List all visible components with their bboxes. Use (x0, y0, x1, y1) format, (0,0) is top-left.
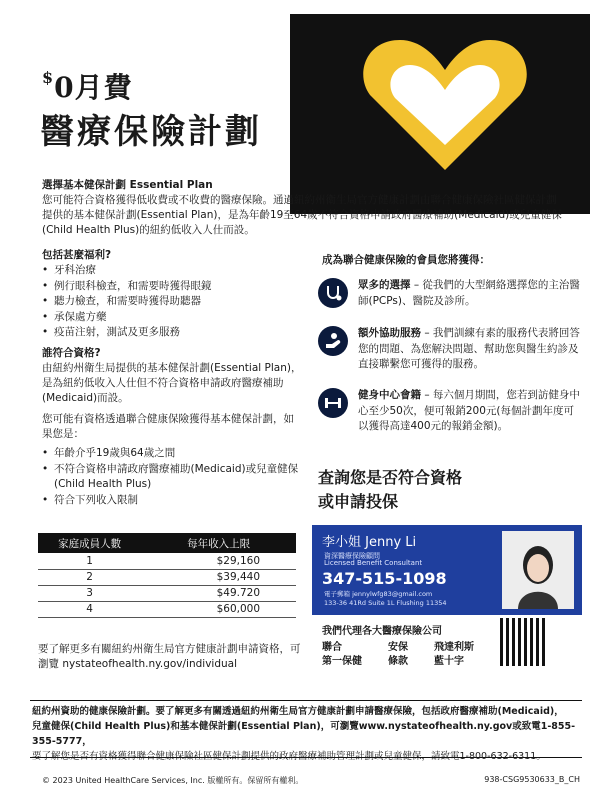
list-item: • 聽力檢查，和需要時獲得助聽器 (42, 294, 292, 310)
agent-email[interactable]: 電子郵箱 jennylwfg83@gmail.com (324, 590, 433, 598)
income-limit-table (38, 533, 296, 618)
eligibility-intro: 您可能有資格透過聯合健康保險獲得基本健保計劃，如果您是： (42, 413, 294, 440)
agent-name: 李小姐 Jenny Li (322, 535, 417, 550)
company-item: 聯合 (322, 642, 342, 653)
table-header: 家庭成員人數 (38, 533, 141, 553)
agent-phone[interactable]: 347-515-1098 (322, 569, 447, 588)
list-item: • 疫苗注射，測試及更多服務 (42, 325, 292, 341)
member-benefits-heading: 成為聯合健康保險的會員您將獲得： (322, 254, 490, 266)
table-header: 每年收入上限 (141, 533, 296, 553)
document-code: 938-CSG9530633_B_CH (484, 775, 580, 784)
more-info-text: 要了解更多有關紐約州衛生局官方健康計劃申請資格，可瀏覽 nystateofhealth.ny.gov/individual (38, 643, 301, 670)
table-row: 3 $49.720 (38, 585, 296, 601)
eligibility-body: 由紐約州衛生局提供的基本健保計劃(Essential Plan)，是為紐約低收入人仕但不符合資格申請政府醫療補助(Medicaid)而設。 (42, 362, 302, 404)
benefits-heading: 包括甚麼福利? (42, 249, 112, 261)
company-item: 條款 (388, 656, 408, 667)
table-row: 1 $29,160 (38, 553, 296, 569)
footer-notice: 紐約州資助的健康保險計劃。要了解更多有關透過紐約州衛生局官方健康計劃申請醫療保險，包括政府醫療補助(Medicaid)， 兒童健保(Child Health Plus)和基本健保計劃(Essential Plan)，可瀏覽www.nystateofhealth.ny.gov或致電1-855-355-5777， 要了解您是否有資格獲得聯合健康保險社區健保計劃提供的政府醫療補助管理計劃或兒童健保，請致電1-800-632-6311。 (30, 700, 582, 758)
table-row: 4 $60,000 (38, 601, 296, 617)
company-item: 第一保健 (322, 656, 362, 667)
essential-plan-section (42, 178, 562, 238)
essential-plan-heading: 選擇基本健保計劃 Essential Plan (42, 179, 213, 191)
copyright: © 2023 United HealthCare Services, Inc. 版權所有。保留所有權利。 (42, 776, 304, 785)
companies-heading: 我們代理各大醫療保險公司 (322, 626, 442, 637)
agent-role-cn: 資深醫療保險顧問 (324, 552, 380, 560)
stethoscope-icon (318, 278, 348, 308)
qr-code-icon[interactable] (500, 618, 548, 666)
dumbbell-icon (318, 388, 348, 418)
heart-hands-illustration (360, 30, 530, 180)
company-item: 藍十字 (434, 656, 464, 667)
page-title: 醫療保險計劃 (40, 112, 262, 152)
eligibility-section (42, 346, 304, 508)
agent-contact-card (312, 525, 582, 615)
list-item: • 牙科治療 (42, 263, 292, 279)
agent-photo (502, 531, 574, 609)
helping-hand-icon (318, 326, 348, 356)
benefit-choice: 眾多的選擇 – 從我們的大型網絡選擇您的主治醫師(PCPs)、醫院及診所。 (318, 278, 580, 324)
table-row: 2 $39,440 (38, 569, 296, 585)
list-item: • 例行眼科檢查，和需要時獲得眼鏡 (42, 279, 292, 295)
list-item: • 承保處方藥 (42, 310, 292, 326)
included-benefits-section (42, 248, 292, 341)
benefit-support: 額外協助服務 – 我們訓練有素的服務代表將回答您的問題、為您解決問題、幫助您與醫生約診及直接聯繫您可獲得的服務。 (318, 326, 580, 386)
query-heading: 查詢您是否符合資格 或申請投保 (318, 468, 463, 511)
price-title: $0月費 (42, 68, 133, 104)
benefit-gym: 健身中心會籍 – 每六個月期間，您若到訪健身中心至少50次，便可報銷200元(每個計劃年度可以獲得高達400元的報銷金額)。 (318, 388, 580, 452)
agent-role-en: Licensed Benefit Consultant (324, 559, 423, 567)
list-item: • 符合下列收入限制 (42, 493, 304, 509)
list-item: • 不符合資格申請政府醫療補助(Medicaid)或兒童健保(Child Health Plus) (42, 462, 304, 493)
essential-plan-body: 您可能符合資格獲得低收費或不收費的醫療保險。通過紐約州衛生局官方健康計劃由聯合健康保險社區健保計劃提供的基本健保計劃(Essential Plan)，是為年齡19至64歲不符合資格申請政府醫療補助(Medicaid)或兒童健保(Child Health Plus)的紐約低收入人仕而設。 (42, 194, 562, 236)
agent-address: 133-36 41Rd Suite 1L Flushing 11354 (324, 599, 447, 607)
eligibility-heading: 誰符合資格? (42, 347, 101, 359)
company-item: 飛達利斯 (434, 642, 474, 653)
list-item: • 年齡介乎19歲與64歲之間 (42, 446, 304, 462)
company-item: 安保 (388, 642, 408, 653)
